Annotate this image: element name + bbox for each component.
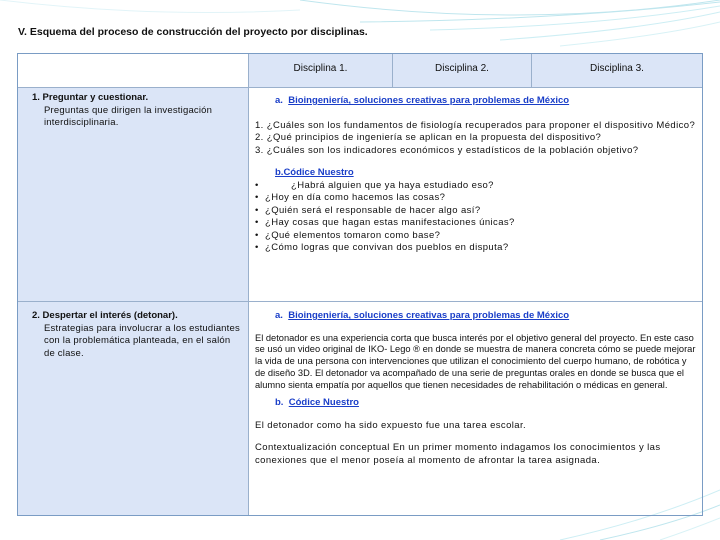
- row1-b-link[interactable]: b.Códice Nuestro: [275, 167, 354, 178]
- swoosh-line: [300, 0, 720, 15]
- row2-b-label: b.: [275, 397, 284, 409]
- page-title: V. Esquema del proceso de construcción del proyecto por disciplinas.: [18, 26, 368, 38]
- swoosh-line: [430, 6, 720, 30]
- row2-a-link[interactable]: Bioingeniería, soluciones creativas para problemas de México: [288, 310, 570, 321]
- row1-left-title: 1. Preguntar y cuestionar.: [32, 92, 149, 103]
- question-3: 3. ¿Cuáles son los indicadores económicos y estadísticos de la población objetivo?: [255, 144, 639, 156]
- swoosh-line: [660, 518, 720, 540]
- header-corner: [18, 54, 249, 88]
- row1-left-body: Preguntas que dirigen la investigación interdisciplinaria.: [44, 104, 213, 128]
- row1-bullet-list: [255, 180, 696, 255]
- bullet-1: • ¿Hoy en día como hacemos las cosas?: [255, 192, 696, 205]
- question-1: 1. ¿Cuáles son los fundamentos de fisiología recuperados para proponer el dispositivo Médico?: [255, 119, 696, 131]
- row2-paragraph-2: El detonador como ha sido expuesto fue una tarea escolar.: [255, 419, 527, 431]
- row2-left-body: Estrategias para involucrar a los estudiantes con la problemática planteada, en el salón de clase.: [44, 322, 240, 359]
- swoosh-line: [0, 0, 300, 12]
- row2-right-cell: [249, 302, 702, 515]
- row2-paragraph-3: Contextualización conceptual En un primer momento indagamos los conocimientos y las conexiones que el menor poseía al momento de afrontar la tarea asignada.: [255, 442, 661, 466]
- header-discipline-1: Disciplina 1.: [249, 54, 393, 88]
- question-2: 2. ¿Qué principios de ingeniería se aplican en la propuesta del dispositivo?: [255, 132, 602, 143]
- row1-a-link[interactable]: Bioingeniería, soluciones creativas para problemas de México: [288, 95, 570, 106]
- row1-left-cell: [18, 88, 249, 302]
- row2-a-label: a.: [275, 310, 283, 321]
- bullet-4: • ¿Qué elementos tomaron como base?: [255, 230, 696, 243]
- sub-bullet: • ¿Habrá alguien que ya haya estudiado eso?: [255, 180, 696, 193]
- row1-right-cell: [249, 88, 702, 302]
- row2-left-cell: [18, 302, 249, 515]
- bullet-5: • ¿Cómo logras que convivan dos pueblos en disputa?: [255, 242, 696, 255]
- bullet-2: • ¿Quién será el responsable de hacer algo así?: [255, 205, 696, 218]
- row1-questions: [255, 120, 696, 158]
- header-discipline-3: Disciplina 3.: [532, 54, 702, 88]
- row2-paragraph-1: El detonador es una experiencia corta que busca interés por el objetivo general del proyecto. En este caso se usó un video original de IKO- Lego ® en donde se muestra de manera concreta cómo se puede mejorar la vida de una persona con intervenciones que utilizan el conocimiento del cuerpo humano, de robótica y de diseño 3D. El detonador va acompañado de una serie de preguntas orales en donde se busca que el alumno sienta empatía por aquellos que tienen necesidades de rehabilitación o médicas en general.: [255, 332, 696, 390]
- row2-left-title: 2. Despertar el interés (detonar).: [32, 310, 178, 321]
- row1-a-label: a.: [275, 95, 283, 106]
- bullet-3: • ¿Hay cosas que hagan estas manifestaciones únicas?: [255, 217, 696, 230]
- header-discipline-2: Disciplina 2.: [393, 54, 532, 88]
- row2-b-link[interactable]: Códice Nuestro: [288, 397, 359, 409]
- process-table: [17, 53, 703, 516]
